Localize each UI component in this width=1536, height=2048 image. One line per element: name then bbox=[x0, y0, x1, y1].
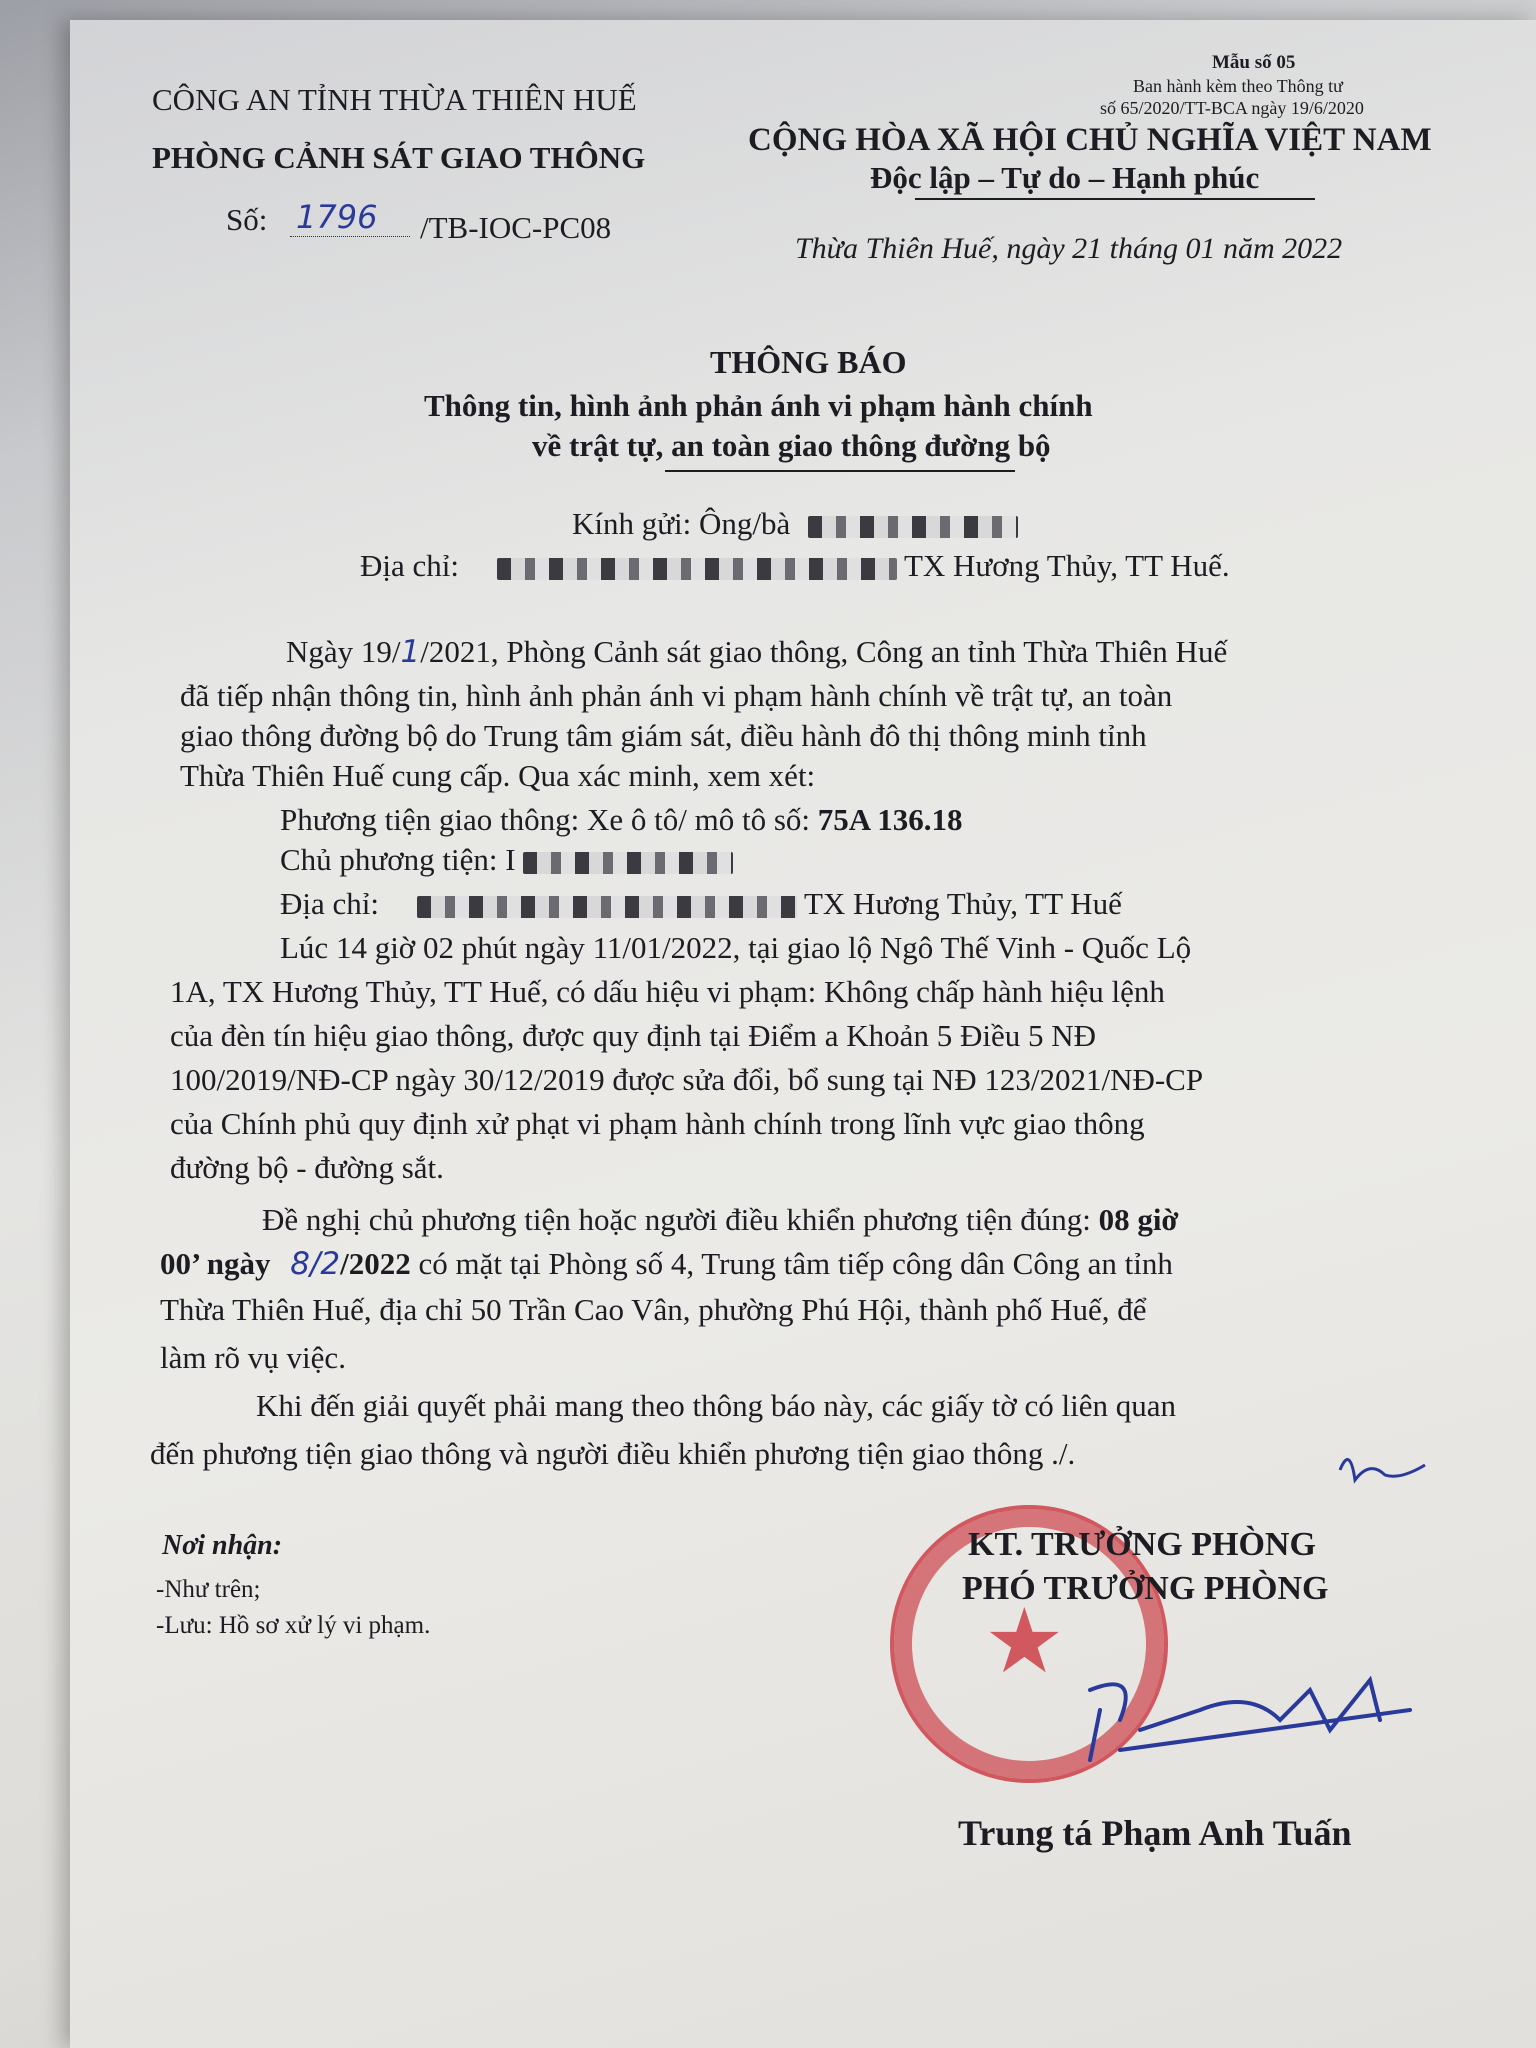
request-year: /2022 bbox=[340, 1246, 411, 1281]
body-p1-line1 bbox=[286, 632, 1227, 672]
violation-line6: đường bộ - đường sắt. bbox=[170, 1150, 444, 1185]
agency-line1: CÔNG AN TỈNH THỪA THIÊN HUẾ bbox=[152, 82, 637, 117]
doc-number-handwritten: 1796 bbox=[296, 198, 378, 236]
p1-handwritten-month: 1 bbox=[400, 634, 421, 670]
address-tail: TX Hương Thủy, TT Huế. bbox=[903, 548, 1230, 583]
violation-line3: của đèn tín hiệu giao thông, được quy định tại Điểm a Khoản 5 Điều 5 NĐ bbox=[170, 1018, 1096, 1053]
request-handwritten-date: 8/2 bbox=[290, 1246, 341, 1282]
redacted-owner-address bbox=[417, 896, 797, 918]
form-number: Mẫu số 05 bbox=[1212, 52, 1296, 73]
notice-subtitle-1: Thông tin, hình ảnh phản ánh vi phạm hành chính bbox=[424, 388, 1093, 423]
vehicle-label: Phương tiện giao thông: Xe ô tô/ mô tô số: bbox=[280, 802, 811, 837]
seal-star-icon: ★ bbox=[984, 1589, 1065, 1694]
redacted-address bbox=[497, 558, 897, 580]
vehicle-plate: 75A 136.18 bbox=[817, 802, 963, 837]
body-p1-line4: Thừa Thiên Huế cung cấp. Qua xác minh, xem xét: bbox=[180, 758, 816, 793]
request-line3: Thừa Thiên Huế, địa chỉ 50 Trần Cao Vân, phường Phú Hội, thành phố Huế, để bbox=[160, 1292, 1147, 1327]
bring-docs-line1: Khi đến giải quyết phải mang theo thông báo này, các giấy tờ có liên quan bbox=[256, 1388, 1177, 1423]
request-time: 08 giờ bbox=[1098, 1202, 1179, 1237]
bring-docs-line2: đến phương tiện giao thông và người điều khiển phương tiện giao thông ./. bbox=[150, 1436, 1076, 1471]
handwritten-signature bbox=[1080, 1650, 1460, 1770]
recipients-item1: -Như trên; bbox=[156, 1576, 261, 1603]
nation-line1: CỘNG HÒA XÃ HỘI CHỦ NGHĨA VIỆT NAM bbox=[748, 122, 1432, 158]
owner-address-line bbox=[280, 884, 1122, 924]
owner-address-tail: TX Hương Thủy, TT Huế bbox=[803, 886, 1122, 921]
request-text-a: Đề nghị chủ phương tiện hoặc người điều khiển phương tiện đúng: bbox=[262, 1202, 1091, 1237]
body-p1-line2: đã tiếp nhận thông tin, hình ảnh phản ánh vi phạm hành chính về trật tự, an toàn bbox=[180, 678, 1173, 713]
violation-line2: 1A, TX Hương Thủy, TT Huế, có dấu hiệu vi phạm: Không chấp hành hiệu lệnh bbox=[170, 974, 1165, 1009]
violation-line4: 100/2019/NĐ-CP ngày 30/12/2019 được sửa đổi, bổ sung tại NĐ 123/2021/NĐ-CP bbox=[170, 1062, 1204, 1097]
recipients-item2: -Lưu: Hồ sơ xử lý vi phạm. bbox=[156, 1612, 431, 1639]
violation-line1: Lúc 14 giờ 02 phút ngày 11/01/2022, tại giao lộ Ngô Thế Vinh - Quốc Lộ bbox=[280, 930, 1192, 965]
request-line2 bbox=[160, 1244, 1173, 1284]
owner-address-label: Địa chỉ: bbox=[280, 886, 379, 921]
signature-role1: KT. TRƯỞNG PHÒNG bbox=[968, 1526, 1316, 1563]
doc-number-suffix: /TB-IOC-PC08 bbox=[420, 210, 612, 245]
title-underline bbox=[665, 470, 1015, 472]
nation-line2: Độc lập – Tự do – Hạnh phúc bbox=[870, 160, 1260, 195]
initial-mark bbox=[1330, 1440, 1430, 1500]
form-issued-line1: Ban hành kèm theo Thông tư bbox=[1133, 76, 1343, 96]
signature-role2: PHÓ TRƯỞNG PHÒNG bbox=[962, 1570, 1329, 1607]
agency-line2: PHÒNG CẢNH SÁT GIAO THÔNG bbox=[152, 140, 646, 175]
vehicle-line bbox=[280, 800, 962, 840]
redacted-owner bbox=[523, 852, 733, 874]
recipients-title: Nơi nhận: bbox=[162, 1530, 283, 1561]
address-label: Địa chỉ: bbox=[360, 548, 459, 583]
redacted-name bbox=[808, 516, 1018, 538]
greeting-label: Kính gửi: Ông/bà bbox=[572, 506, 791, 541]
nation-underline bbox=[915, 198, 1315, 200]
notice-subtitle-2: về trật tự, an toàn giao thông đường bộ bbox=[532, 428, 1051, 463]
recipient-greeting bbox=[572, 506, 1018, 542]
request-line1 bbox=[262, 1200, 1179, 1240]
signer-name: Trung tá Phạm Anh Tuấn bbox=[958, 1813, 1352, 1853]
doc-number-label: Số: bbox=[226, 202, 268, 237]
request-line4: làm rõ vụ việc. bbox=[160, 1340, 346, 1375]
doc-number-line bbox=[290, 236, 410, 237]
request-time-minutes: 00’ ngày bbox=[160, 1246, 271, 1281]
form-issued-line2: số 65/2020/TT-BCA ngày 19/6/2020 bbox=[1100, 98, 1364, 118]
body-p1-line3: giao thông đường bộ do Trung tâm giám sát, điều hành đô thị thông minh tỉnh bbox=[180, 718, 1147, 753]
request-location: có mặt tại Phòng số 4, Trung tâm tiếp công dân Công an tỉnh bbox=[418, 1246, 1173, 1281]
recipient-address bbox=[360, 548, 1230, 584]
place-date: Thừa Thiên Huế, ngày 21 tháng 01 năm 2022 bbox=[795, 232, 1343, 265]
notice-title: THÔNG BÁO bbox=[710, 344, 907, 380]
owner-line bbox=[280, 840, 733, 880]
violation-line5: của Chính phủ quy định xử phạt vi phạm hành chính trong lĩnh vực giao thông bbox=[170, 1106, 1145, 1141]
p1-text-a: Ngày 19/ bbox=[286, 634, 401, 669]
p1-text-b: /2021, Phòng Cảnh sát giao thông, Công an tỉnh Thừa Thiên Huế bbox=[420, 634, 1228, 669]
owner-label: Chủ phương tiện: I bbox=[280, 842, 516, 877]
